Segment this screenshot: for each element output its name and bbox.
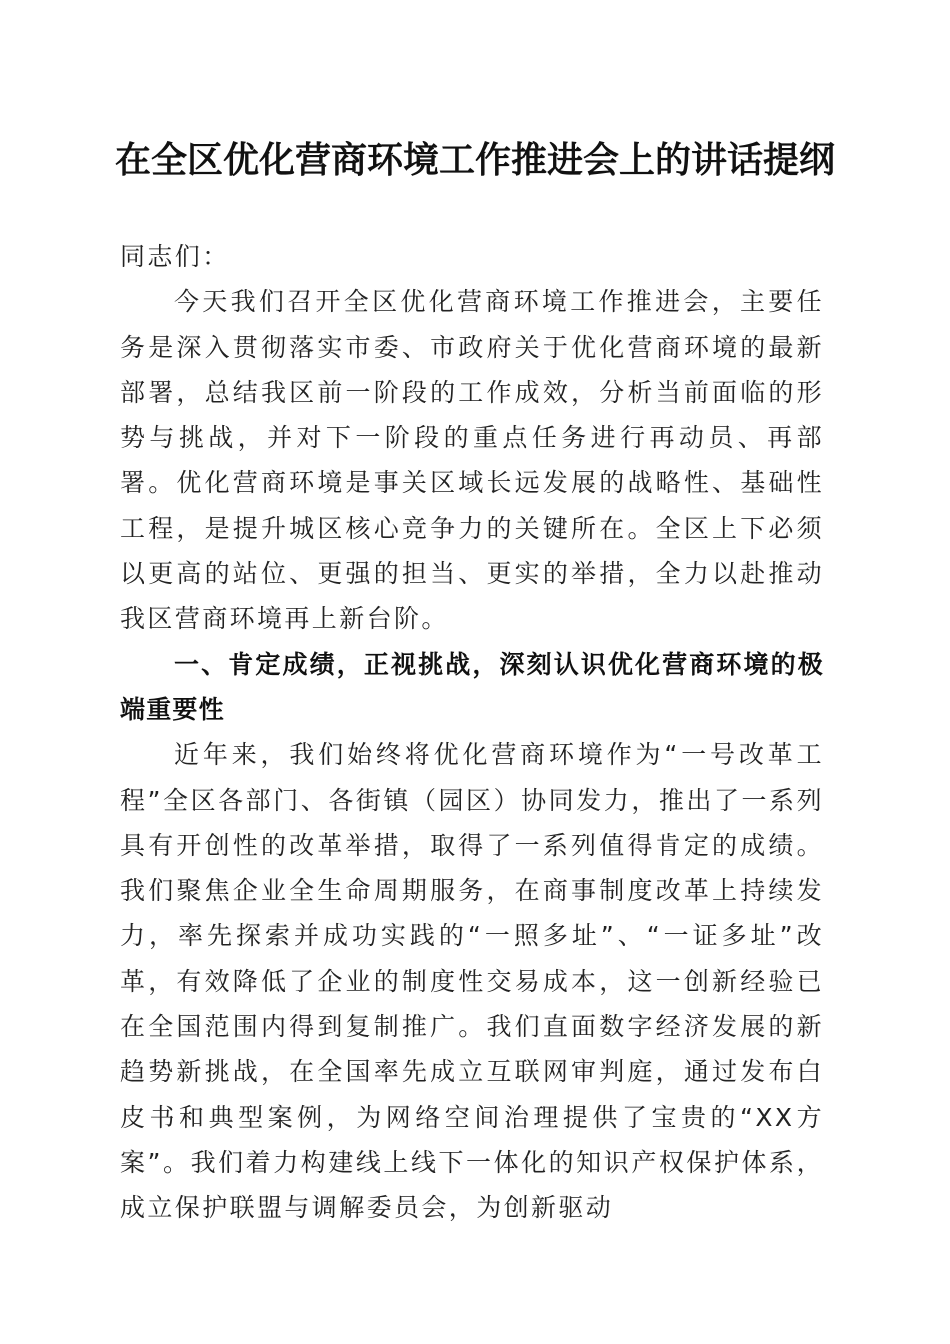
section-paragraph: 近年来，我们始终将优化营商环境作为“一号改革工程”全区各部门、各街镇（园区）协同发力，推出了一系列具有开创性的改革举措，取得了一系列值得肯定的成绩。我们聚焦企业全生命周期服务，在商事制度改革上持续发力，率先探索并成功实践的“一照多址”、“一证多址”改革，有效降低了企业的制度性交易成本，这一创新经验已在全国范围内得到复制推广。我们直面数字经济发展的新趋势新挑战，在全国率先成立互联网审判庭，通过发布白皮书和典型案例，为网络空间治理提供了宝贵的“XX方案”。我们着力构建线上线下一体化的知识产权保护体系，成立保护联盟与调解委员会，为创新驱动 <box>120 740 824 1223</box>
document-title: 在全区优化营商环境工作推进会上的讲话提纲 <box>114 139 835 181</box>
document-body <box>120 234 824 1231</box>
salutation: 同志们： <box>120 242 230 271</box>
intro-paragraph: 今天我们召开全区优化营商环境工作推进会，主要任务是深入贯彻落实市委、市政府关于优化营商环境的最新部署，总结我区前一阶段的工作成效，分析当前面临的形势与挑战，并对下一阶段的重点任务进行再动员、再部署。优化营商环境是事关区域长远发展的战略性、基础性工程，是提升城区核心竞争力的关键所在。全区上下必须以更高的站位、更强的担当、更实的举措，全力以赴推动我区营商环境再上新台阶。 <box>120 287 824 634</box>
section-heading: 一、肯定成绩，正视挑战，深刻认识优化营商环境的极端重要性 <box>120 649 824 724</box>
